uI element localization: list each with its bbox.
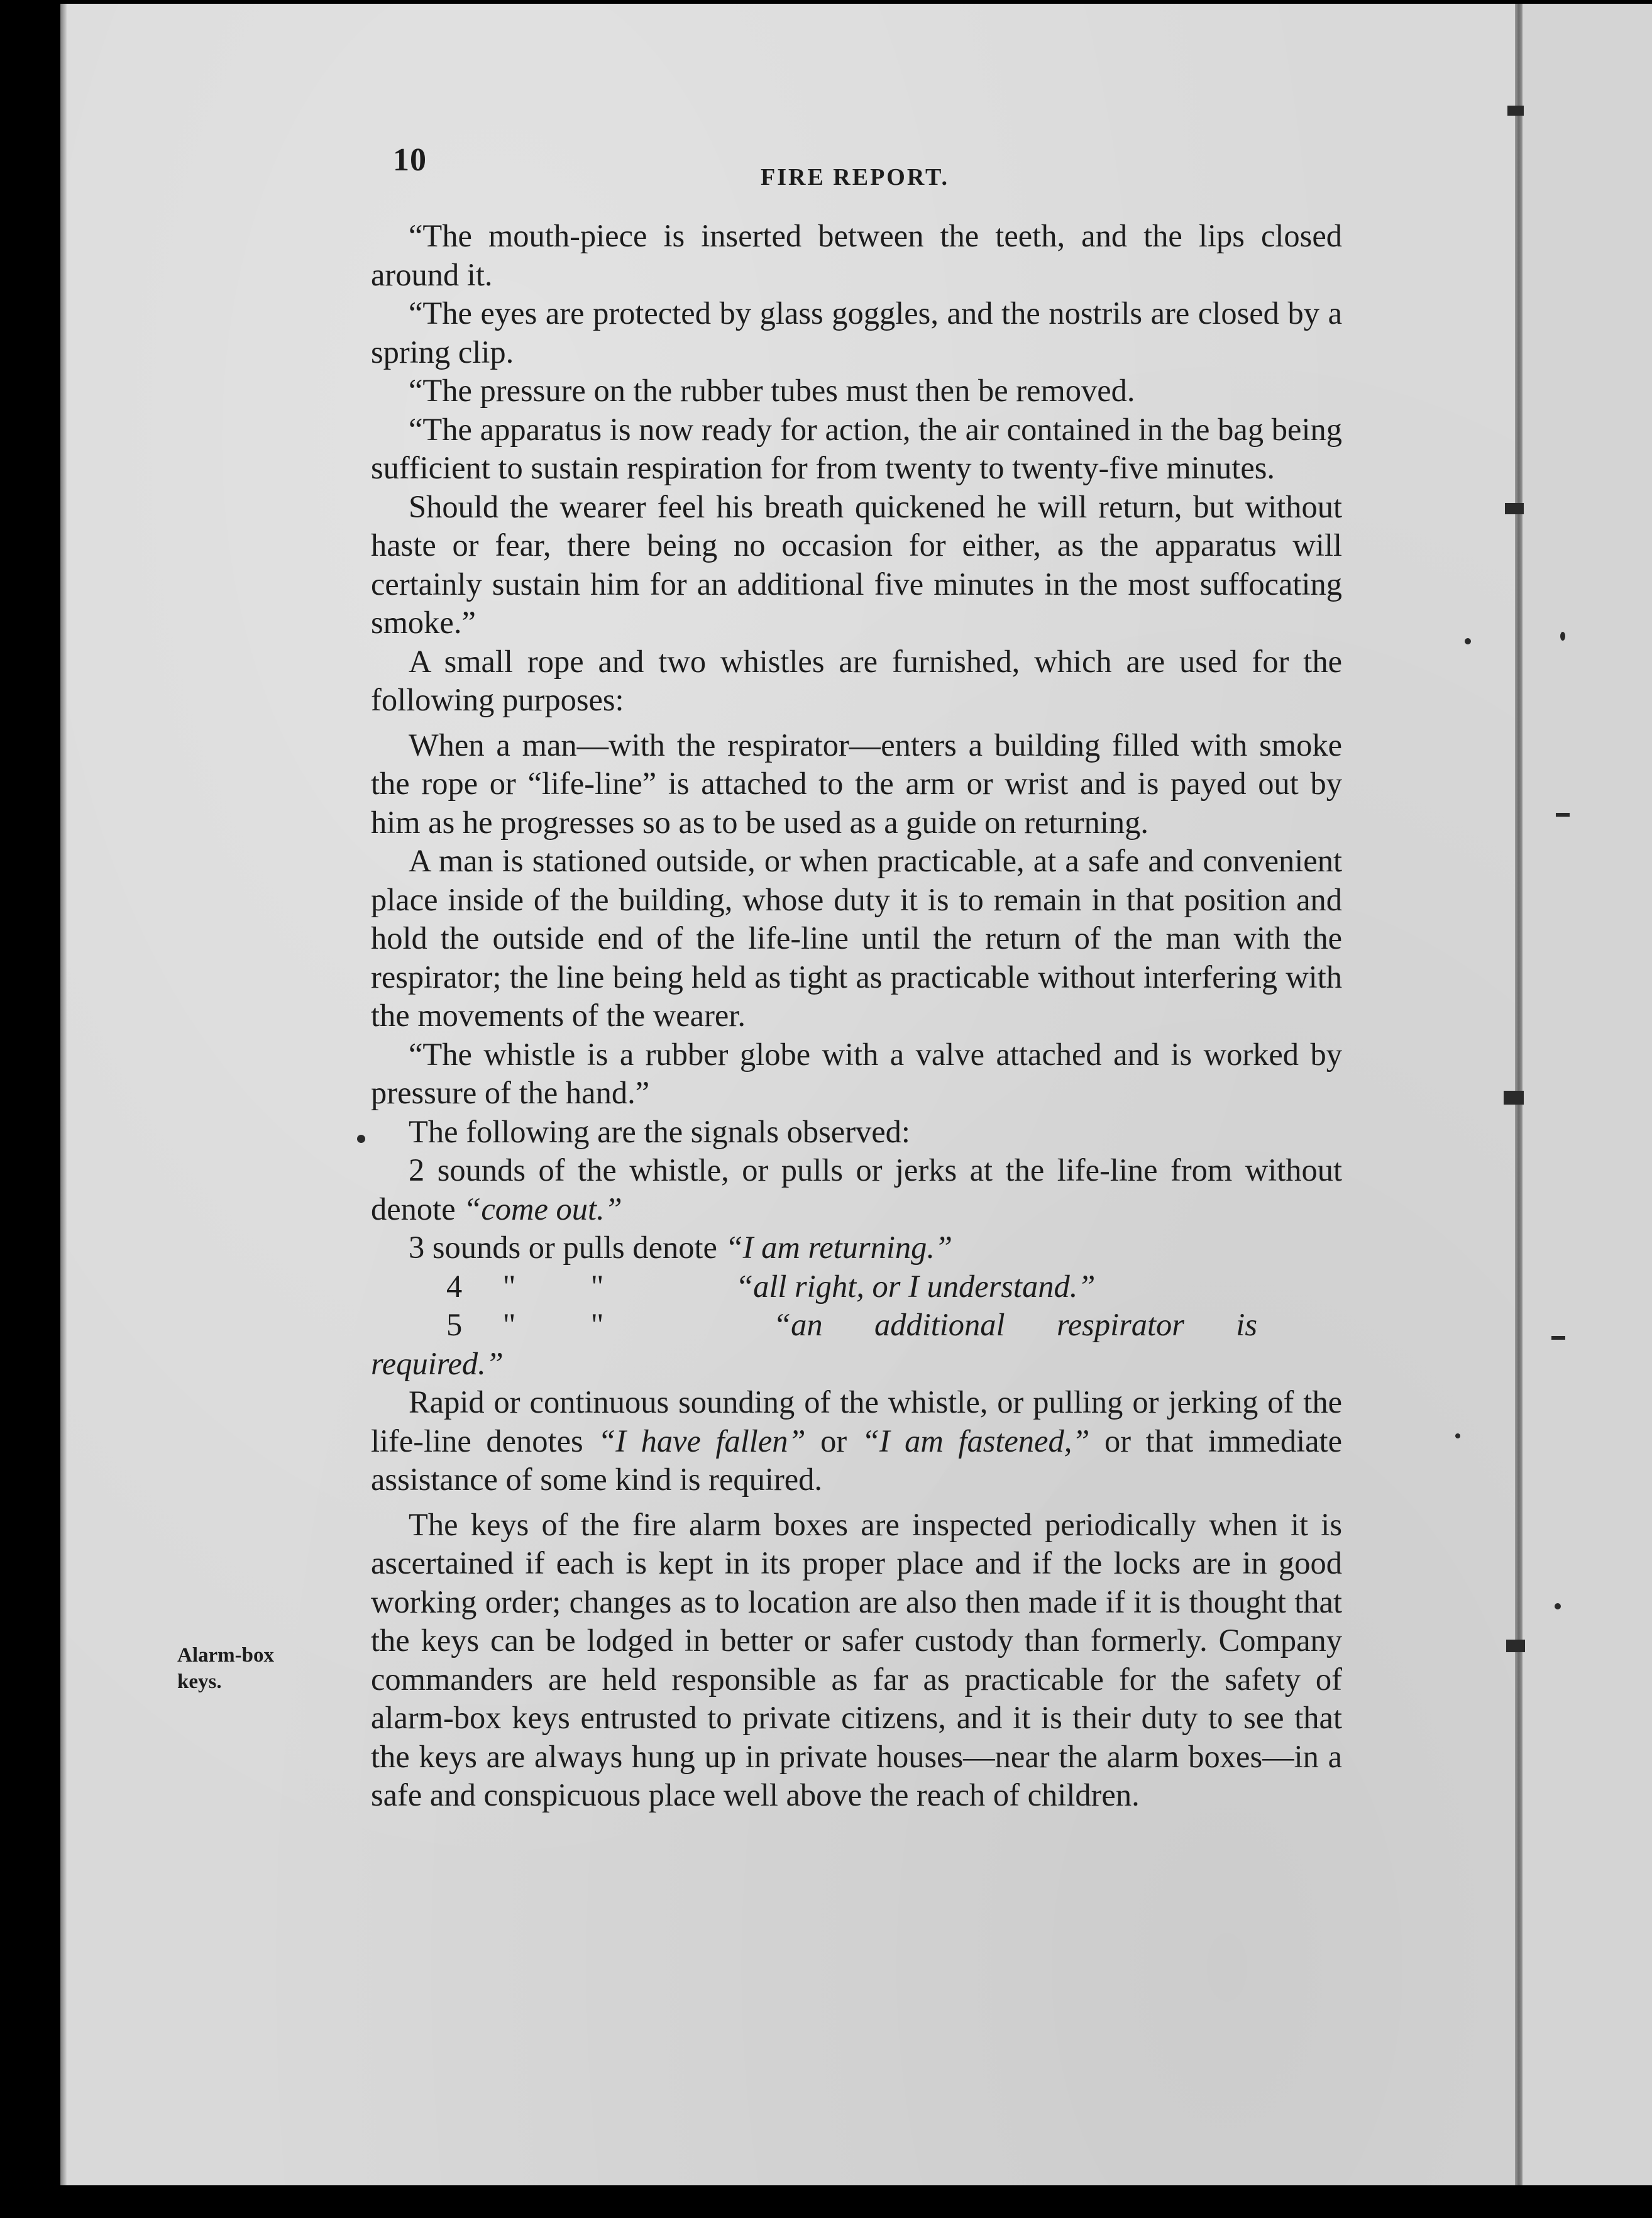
body-text [371, 217, 1342, 1815]
signal-paragraph [371, 1151, 1342, 1228]
gutter-mark [1507, 106, 1524, 116]
ditto-mark: " [502, 1268, 516, 1304]
ditto-mark: " [590, 1268, 604, 1304]
margin-note-line: keys. [177, 1670, 222, 1693]
paragraph: “The mouth-piece is inserted between the teeth, and the lips closed around it. [371, 218, 1342, 292]
scan-speck [357, 1135, 365, 1143]
paragraph: The following are the signals observed: [409, 1113, 910, 1149]
scan-speck [1551, 1336, 1565, 1340]
paragraph: “The whistle is a rubber globe with a valve attached and is worked by pressure of the hand.” [371, 1036, 1342, 1110]
paragraph: “The pressure on the rubber tubes must then be removed. [409, 373, 1135, 408]
gutter-mark [1506, 1640, 1525, 1652]
signal-meaning: required.” [371, 1345, 504, 1381]
signal-row [371, 1267, 1342, 1306]
page-left-edge [60, 4, 67, 2185]
signal-number: 4 [446, 1268, 463, 1304]
paragraph: “The eyes are protected by glass goggles, and the nostrils are closed by a spring clip. [371, 295, 1342, 370]
paragraph-text: Rapid or continuous sounding of the whistle, or pulling or jerking of the life-line denotes [371, 1384, 1342, 1459]
signal-text: 2 sounds of the whistle, or pulls or jerks at the life-line from without denote [371, 1152, 1342, 1227]
margin-note [177, 1642, 341, 1695]
facing-page-edge [1523, 4, 1652, 2185]
signal-continuation [371, 1345, 1342, 1384]
signal-meaning: “I am returning.” [725, 1230, 953, 1265]
paragraph [371, 1383, 1342, 1499]
signal-text: 3 sounds or pulls denote [409, 1230, 725, 1265]
signal-paragraph [371, 1228, 1342, 1267]
margin-note-line: Alarm-box [177, 1644, 274, 1667]
signal-meaning: “come out.” [463, 1191, 622, 1227]
paragraph: “The apparatus is now ready for action, the air contained in the bag being sufficient to sustain respiration for from twenty to twenty-five minutes. [371, 411, 1342, 485]
signal-row [371, 1306, 1342, 1345]
paragraph: The keys of the fire alarm boxes are inspected periodically when it is ascertained if each is kept in its proper place and if the locks are in good working order; changes as to location are also then made if it is thought that the keys can be lodged in better or safer custody than formerly. Company commanders are held responsible as far as practicable for the safety of alarm-box keys entrusted to private citizens, and it is their duty to see that the keys are always hung up in private houses—near the alarm boxes—in a safe and conspicuous place well above the reach of children. [371, 1506, 1342, 1812]
scan-speck [1560, 632, 1565, 641]
running-title: FIRE REPORT. [761, 164, 949, 190]
scan-speck [1465, 638, 1471, 644]
signal-meaning: “an additional respirator is [773, 1307, 1257, 1342]
scan-speck [1455, 1433, 1460, 1438]
paragraph: Should the wearer feel his breath quickened he will return, but without haste or fear, there being no occasion for either, as the apparatus will certainly sustain him for an additional five minutes in the most suffocating smoke.” [371, 488, 1342, 640]
paragraph: A small rope and two whistles are furnished, which are used for the following purposes: [371, 643, 1342, 717]
page-number: 10 [393, 142, 427, 178]
ditto-mark: " [502, 1307, 516, 1342]
paragraph: When a man—with the respirator—enters a building filled with smoke the rope or “life-line” is attached to the arm or wrist and is payed out by him as he progresses so as to be used as a guide on returning. [371, 727, 1342, 840]
paragraph-text: or [805, 1423, 862, 1459]
signal-meaning: “all right, or I understand.” [735, 1268, 1096, 1304]
signal-number: 5 [446, 1307, 463, 1342]
gutter-mark [1504, 1091, 1524, 1105]
ditto-mark: " [590, 1307, 604, 1342]
paragraph-text: or that immediate assistance of some kind is required. [371, 1423, 1342, 1497]
scan-speck [1555, 1603, 1561, 1609]
scan-speck [1556, 813, 1570, 817]
paragraph: A man is stationed outside, or when practicable, at a safe and convenient place inside of the building, whose duty it is to remain in that position and hold the outside end of the life-line until the return of the man with the respirator; the line being held as tight as practicable without interfering with the movements of the wearer. [371, 843, 1342, 1033]
signal-meaning: “I am fastened,” [861, 1423, 1090, 1459]
signal-meaning: “I have fallen” [598, 1423, 806, 1459]
gutter-mark [1505, 503, 1524, 514]
